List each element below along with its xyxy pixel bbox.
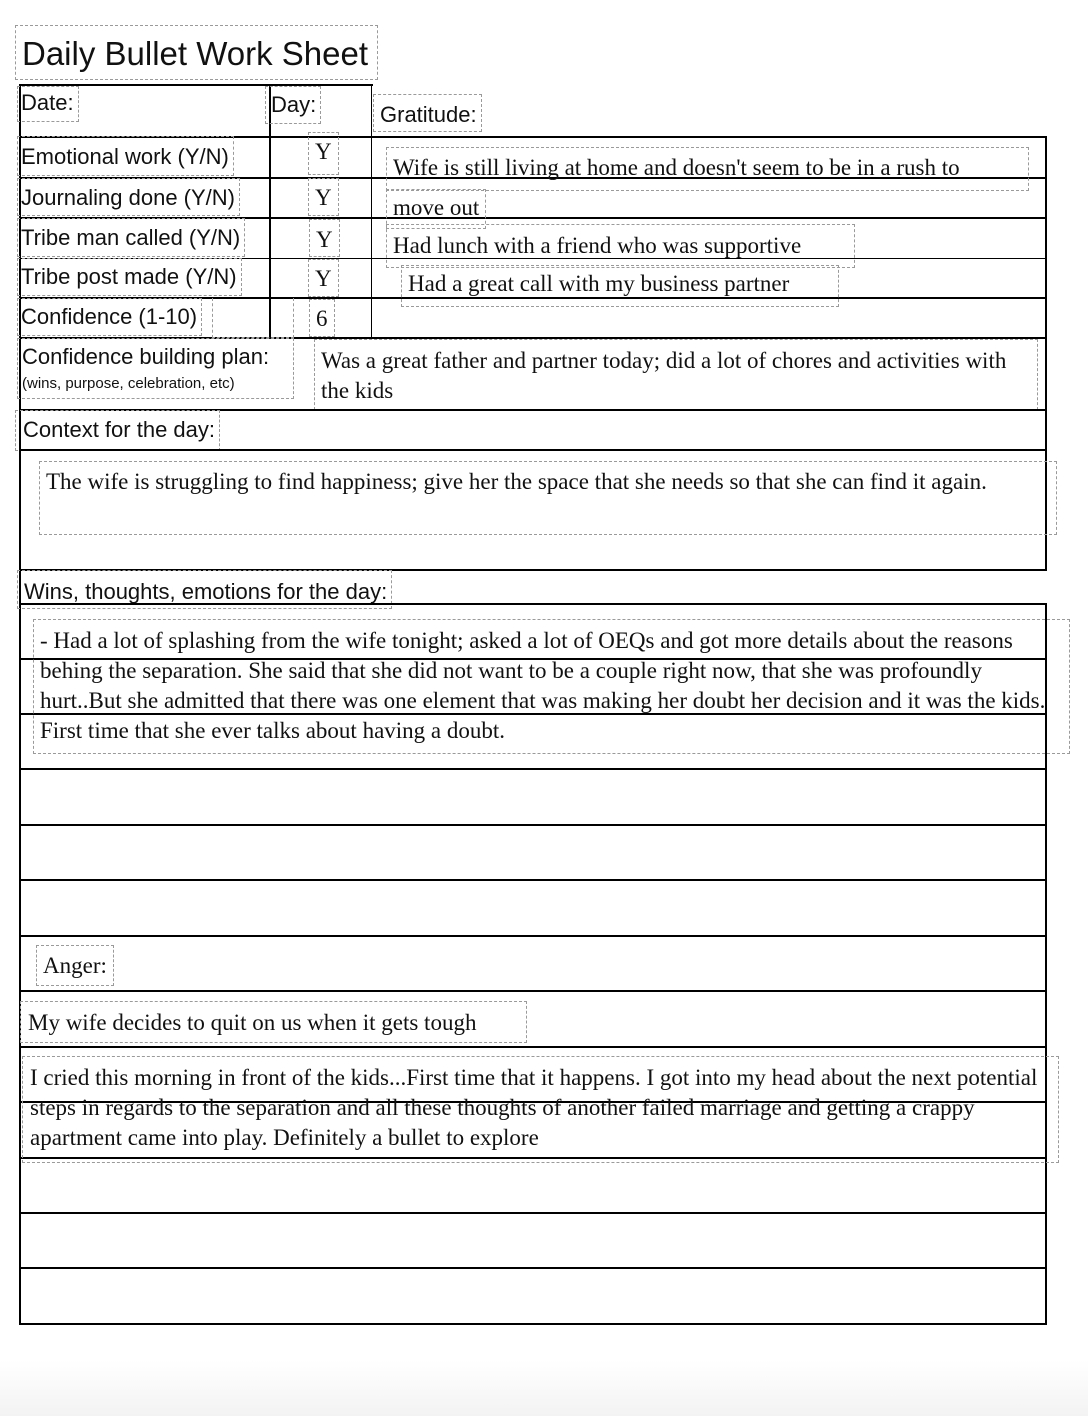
checklist-value[interactable]: Y <box>308 259 339 297</box>
wins-text[interactable]: - Had a lot of splashing from the wife tonight; asked a lot of OEQs and got more details about the reasons behing the separation. She said that she did not want to be a couple right now, that she was profoundly hurt..But she admitted that there was one element that was making her doubt her decision and it was the kids. First time that she ever talks about having a doubt. <box>33 619 1070 754</box>
table-line <box>371 84 372 338</box>
table-line <box>19 879 1047 881</box>
checklist-value[interactable]: Y <box>308 178 339 216</box>
anger-label: Anger: <box>36 945 114 986</box>
table-line <box>19 1212 1047 1214</box>
page-title: Daily Bullet Work Sheet <box>22 35 369 72</box>
date-label: Date: <box>17 86 79 122</box>
wins-label: Wins, thoughts, emotions for the day: <box>17 570 392 609</box>
confidence-field-box <box>212 298 294 338</box>
gratitude-item[interactable]: move out <box>386 189 486 229</box>
table-line <box>19 1046 1047 1048</box>
checklist-value[interactable]: 6 <box>309 299 335 337</box>
table-line <box>19 824 1047 826</box>
anger-trigger[interactable]: My wife decides to quit on us when it gets tough <box>20 1001 527 1043</box>
context-label: Context for the day: <box>15 410 220 451</box>
gratitude-item[interactable]: Had a great call with my business partner <box>401 265 839 307</box>
context-text[interactable]: The wife is struggling to find happiness; give her the space that she needs so that she can find it again. <box>39 461 1057 535</box>
checklist-label: Journaling done (Y/N) <box>17 178 240 216</box>
table-line <box>19 768 1047 770</box>
table-line <box>19 603 1047 605</box>
checklist-label: Emotional work (Y/N) <box>17 136 234 176</box>
anger-text[interactable]: I cried this morning in front of the kids...First time that it happens. I got into my head about the next potential steps in regards to the separation and all these thoughts of another failed marriage and getting a crappy apartment came into play. Definitely a bullet to explore <box>22 1056 1059 1163</box>
table-line <box>19 449 1047 451</box>
confidence-plan-sublabel: (wins, purpose, celebration, etc) <box>22 375 235 392</box>
gratitude-item[interactable]: Wife is still living at home and doesn't seem to be in a rush to <box>386 147 1029 191</box>
confidence-plan-text[interactable]: Was a great father and partner today; did a lot of chores and activities with the kids <box>314 339 1038 410</box>
checklist-label: Confidence (1-10) <box>17 298 202 336</box>
checklist-label: Tribe man called (Y/N) <box>17 218 245 257</box>
confidence-plan-label: Confidence building plan: <box>22 344 270 369</box>
checklist-value[interactable]: Y <box>309 219 340 257</box>
table-line <box>19 1267 1047 1269</box>
gratitude-item[interactable]: Had lunch with a friend who was supportive <box>386 224 855 268</box>
table-line <box>19 935 1047 937</box>
table-line <box>19 990 1047 992</box>
gratitude-label: Gratitude: <box>373 94 482 132</box>
checklist-label: Tribe post made (Y/N) <box>17 258 242 296</box>
day-label: Day: <box>265 86 321 124</box>
checklist-value[interactable]: Y <box>308 132 339 175</box>
table-line <box>19 1323 1047 1325</box>
